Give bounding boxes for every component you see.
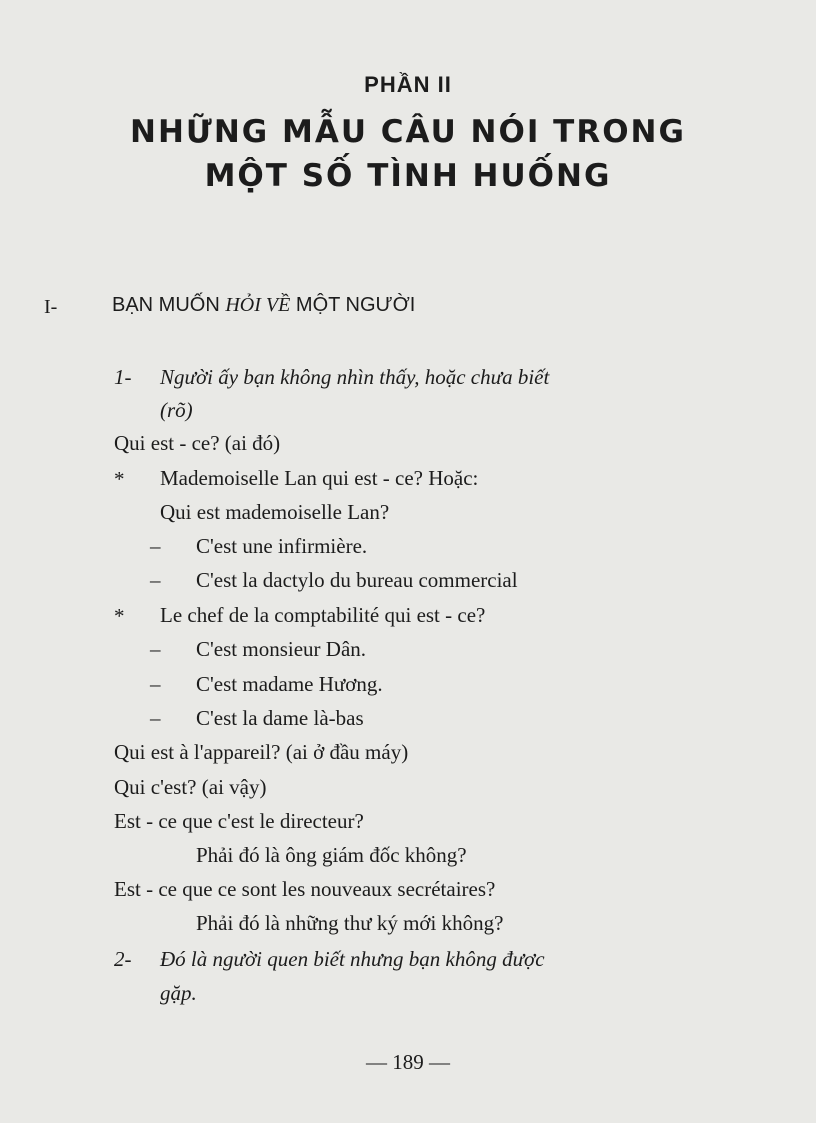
chapter-title-line-2: MỘT SỐ TÌNH HUỐNG <box>204 158 612 194</box>
example-line: C'est une infirmière. <box>196 534 368 558</box>
subsection-2-number: 2- <box>114 947 132 971</box>
page-number: — 189 — <box>366 1050 450 1074</box>
bullet-asterisk: * <box>114 467 125 491</box>
example-line: C'est monsieur Dân. <box>196 637 367 661</box>
section-heading-italic: HỎI VỀ <box>225 294 291 316</box>
part-label: PHẦN II <box>364 72 452 97</box>
example-line: C'est madame Hương. <box>196 672 383 696</box>
bullet-dash: – <box>150 568 161 592</box>
example-line: Qui c'est? (ai vậy) <box>114 775 267 799</box>
example-line: Est - ce que ce sont les nouveaux secrétaires? <box>114 877 496 901</box>
bullet-dash: – <box>150 672 161 696</box>
chapter-title-line-1: NHỮNG MẪU CÂU NÓI TRONG <box>130 114 686 150</box>
translation-line: Phải đó là ông giám đốc không? <box>196 843 467 867</box>
example-line: Le chef de la comptabilité qui est - ce? <box>160 603 486 627</box>
example-line: Est - ce que c'est le directeur? <box>114 809 364 833</box>
subsection-1-text-cont: (rõ) <box>160 398 193 422</box>
section-heading <box>112 294 415 317</box>
section-heading-suffix: MỘT NGƯỜI <box>295 294 416 316</box>
subsection-1-number: 1- <box>114 365 132 389</box>
example-line: Qui est - ce? (ai đó) <box>114 431 281 455</box>
section-number: I- <box>44 296 58 318</box>
subsection-1-text: Người ấy bạn không nhìn thấy, hoặc chưa biết <box>160 365 550 389</box>
bullet-asterisk: * <box>114 604 125 628</box>
example-line: C'est la dactylo du bureau commercial <box>196 568 518 592</box>
subsection-2-text-cont: gặp. <box>160 981 197 1005</box>
bullet-dash: – <box>150 637 161 661</box>
example-line: Qui est à l'appareil? (ai ở đầu máy) <box>114 740 409 764</box>
example-line: Qui est mademoiselle Lan? <box>160 500 390 524</box>
example-line: Mademoiselle Lan qui est - ce? Hoặc: <box>160 466 479 490</box>
bullet-dash: – <box>150 534 161 558</box>
bullet-dash: – <box>150 706 161 730</box>
translation-line: Phải đó là những thư ký mới không? <box>196 911 504 935</box>
section-heading-prefix: BẠN MUỐN <box>112 294 220 316</box>
example-line: C'est la dame là-bas <box>196 706 364 730</box>
subsection-2-text: Đó là người quen biết nhưng bạn không được <box>160 947 545 971</box>
